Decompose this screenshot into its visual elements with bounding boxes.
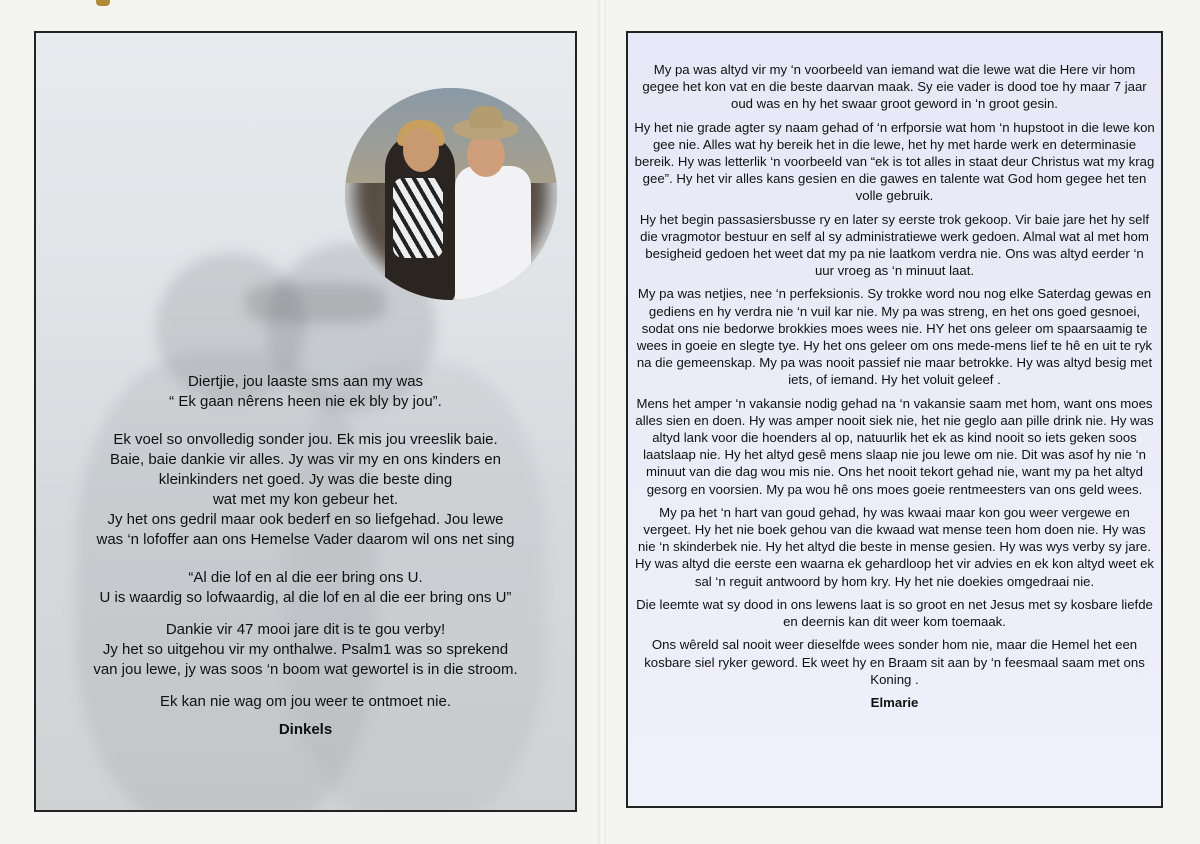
- tribute-line: kleinkinders net goed. Jy was die beste ding: [158, 471, 453, 488]
- tribute-line: “ Ek gaan nêrens heen nie ek bly by jou”.: [169, 393, 442, 410]
- tribute-text: [634, 61, 1155, 717]
- song-line: U is waardig so lofwaardig, al die lof en al die eer bring ons U”: [99, 589, 512, 606]
- tribute-line: Jy het ons gedril maar ook bederf en so liefgehad. Jou lewe: [107, 511, 504, 528]
- background-photo-shape: [246, 283, 386, 323]
- left-page: [34, 31, 577, 812]
- tribute-line: van jou lewe, jy was soos ‘n boom wat gewortel is in die stroom.: [93, 661, 518, 678]
- tribute-line: Ek voel so onvolledig sonder jou. Ek mis jou vreeslik baie.: [113, 431, 498, 448]
- signature-dinkels: Dinkels: [278, 721, 333, 738]
- paragraph: Hy het nie grade agter sy naam gehad of ‘n erfporsie wat hom ‘n hupstoot in die lewe kon gee nie. Alles wat hy bereik het in die lewe, het hy met harde werk en determinasie bereik. Hy was letterlik ‘n voorbeeld van “ek is tot alles in staat deur Christus wat my krag gee”. Hy het vir alles kans gesien en die gawes en talente wat God hom gegee het ten volle gebruik.: [634, 119, 1155, 204]
- tribute-text: [36, 372, 575, 740]
- paragraph: Mens het amper ‘n vakansie nodig gehad na ‘n vakansie saam met hom, want ons moes alles sien en doen. Hy was amper nooit siek nie, het nie geglo aan pille drink nie. Hy was altyd lank voor die hoenders al op, natuurlik het ek as kind nooit so iets geken soos laatslaap nie. Hy het altyd gesê mens slaap nie jou lewe om nie. Dit was asof hy nie ‘n minuut van die dag wou mis nie. Ons het nooit tekort gehad nie, want my pa het altyd gesorg en voorsien. My pa wou hê ons moes goeie rentmeesters van ons geld wees.: [635, 395, 1154, 497]
- corner-mark: [96, 0, 110, 6]
- tribute-line: Diertjie, jou laaste sms aan my was: [187, 373, 424, 390]
- tribute-line: Jy het so uitgehou vir my onthalwe. Psalm1 was so sprekend: [102, 641, 509, 658]
- tribute-line: was ‘n lofoffer aan ons Hemelse Vader daarom wil ons net sing: [96, 531, 515, 548]
- paragraph: Hy het begin passasiersbusse ry en later sy eerste trok gekoop. Vir baie jare het hy self die vragmotor bestuur en self al sy administratiewe werk gedoen. Almal wat al met hom besigheid gedoen het weet dat my pa nie laatkom verdra nie. Ons was altyd eerder ‘n uur vroeg as ‘n minuut laat.: [639, 211, 1150, 279]
- paragraph: My pa was altyd vir my ‘n voorbeeld van iemand wat die lewe wat die Here vir hom gegee het kon vat en die beste daarvan maak. Sy eie vader is dood toe hy maar 7 jaar oud was en hy het swaar groot geword in ‘n groot gesin.: [642, 62, 1147, 112]
- paragraph: Die leemte wat sy dood in ons lewens laat is so groot en net Jesus met sy kosbare liefde en deernis kan dit weer kom toemaak.: [636, 596, 1153, 630]
- song-line: “Al die lof en al die eer bring ons U.: [188, 569, 423, 586]
- paragraph: Ons wêreld sal nooit weer dieselfde wees sonder hom nie, maar die Hemel het een kosbare siel ryker geword. Ek weet hy en Braam sit aan by ‘n feesmaal saam met ons Koning .: [644, 637, 1145, 687]
- page-fold: [598, 0, 606, 844]
- tribute-line: wat met my kon gebeur het.: [212, 491, 399, 508]
- right-page: [626, 31, 1163, 808]
- tribute-line: Baie, baie dankie vir alles. Jy was vir my en ons kinders en: [109, 451, 501, 468]
- signature-elmarie: Elmarie: [870, 694, 919, 710]
- paragraph: My pa het ‘n hart van goud gehad, hy was kwaai maar kon gou weer vergewe en vergeet. Hy het nie boek gehou van die kwaad wat mense teen hom doen nie. Hy was nie ‘n skinderbek nie. Hy het altyd die beste in mense gesien. Hy was wys verby sy jare. Hy was altyd die eerste een waarna ek gehardloop het vir advies en ek kon altyd weet ek sal ‘n reguit antwoord by hom kry. Hy het nie doekies omgedraai nie.: [634, 504, 1154, 589]
- couple-photo: [345, 88, 557, 300]
- paragraph: My pa was netjies, nee ‘n perfeksionis. Sy trokke word nou nog elke Saterdag gewas en gediens en hy verdra nie ‘n vuil kar nie. My pa was streng, en het ons goed gesnoei, sodat ons nie bedorwe brokkies moes wees nie. HY het ons geleer om spaarsaamig te wees in goeie en slegte tye. Hy het ons geleer om ons mede-mens lief te hê en uit te ryk na die gemeenskap. My pa was nooit passief nie maar betrokke. Hy was altyd besig met iets, of iemand. Hy het voluit geleef .: [636, 286, 1153, 388]
- tribute-line: Dankie vir 47 mooi jare dit is te gou verby!: [165, 621, 446, 638]
- tribute-line: Ek kan nie wag om jou weer te ontmoet nie.: [160, 693, 451, 710]
